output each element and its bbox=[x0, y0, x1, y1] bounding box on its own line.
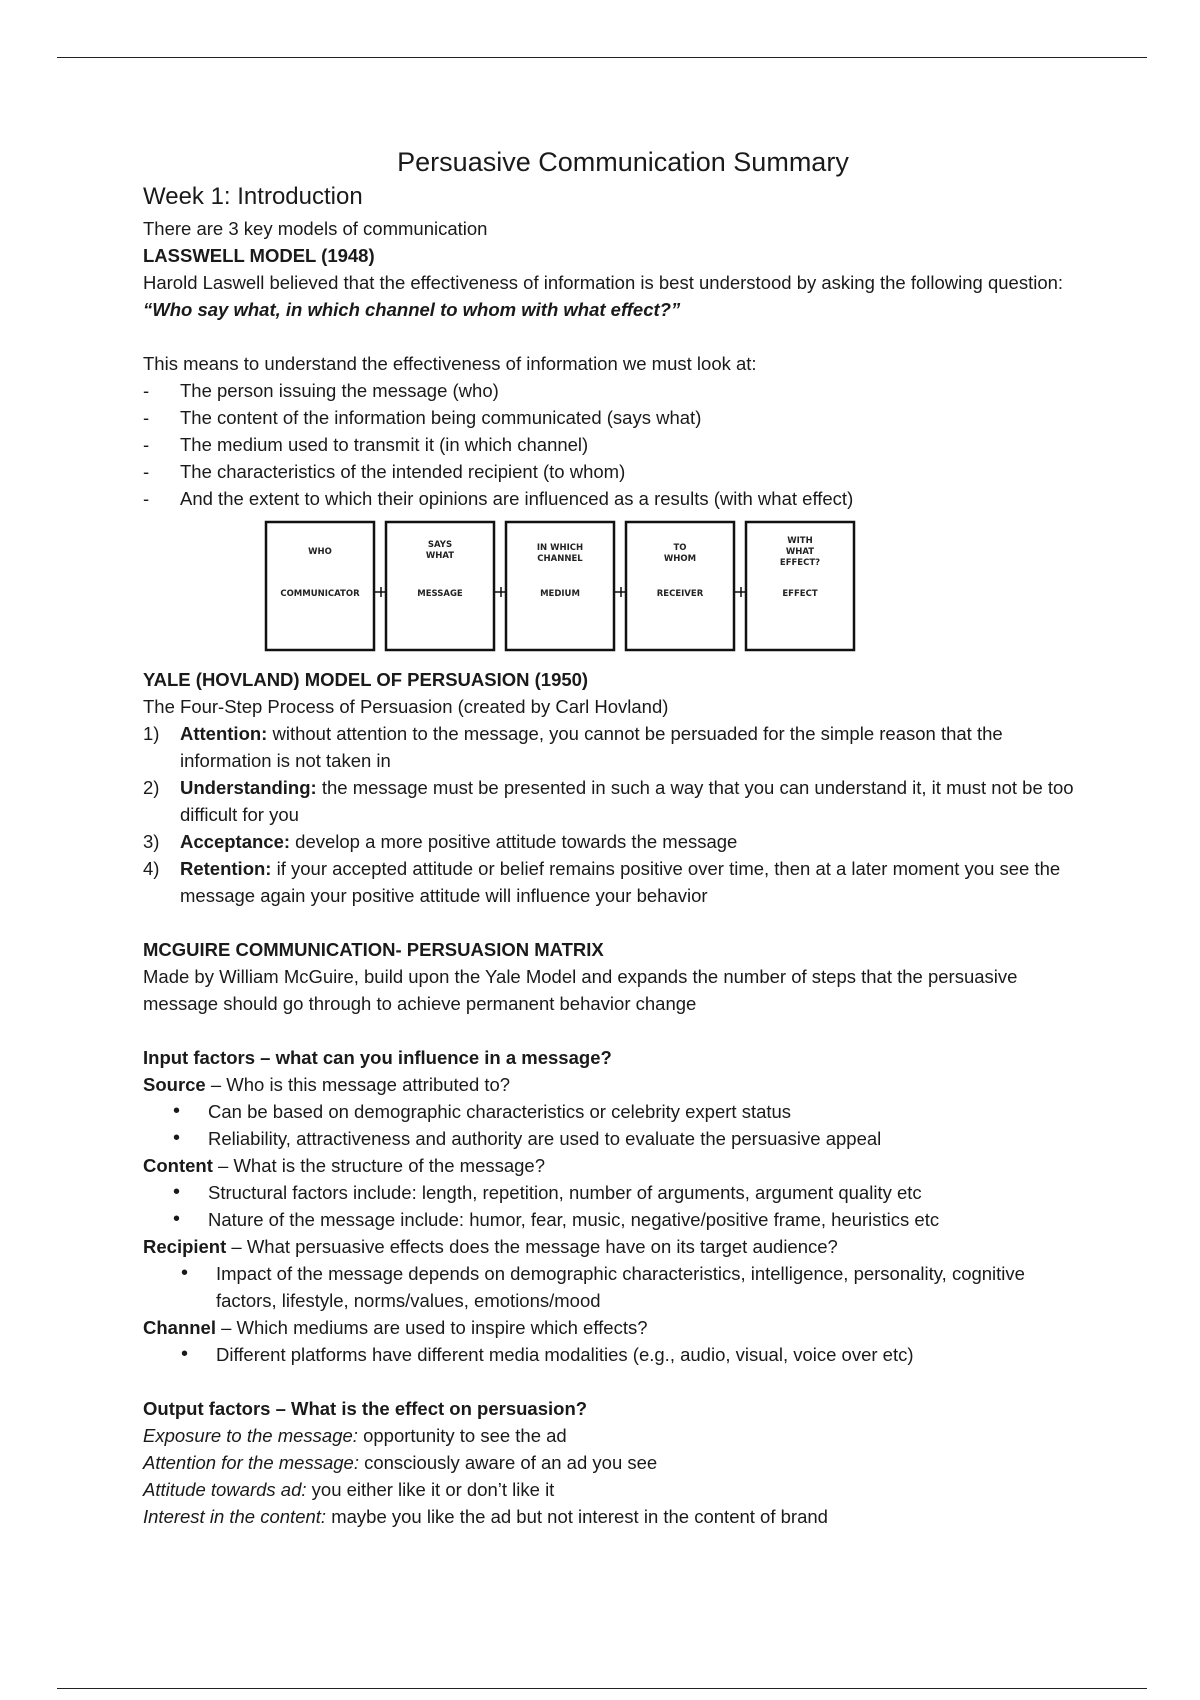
list-item: 4) Retention: if your accepted attitude or belief remains positive over time, then at a later moment you see the message again your positive attitude will influence your behavior bbox=[143, 858, 1061, 906]
source-line: Source – Who is this message attributed to? bbox=[143, 1074, 511, 1095]
output-line: Interest in the content: maybe you like the ad but not interest in the content of brand bbox=[143, 1506, 828, 1527]
list-item: • Structural factors include: length, repetition, number of arguments, argument quality etc bbox=[143, 1179, 1083, 1206]
list-item: 1) Attention: without attention to the message, you cannot be persuaded for the simple reason that the information is not taken in bbox=[143, 723, 1003, 771]
diagram-box-top-1: IN WHICH bbox=[536, 543, 584, 553]
list-item: • Nature of the message include: humor, fear, music, negative/positive frame, heuristics etc bbox=[143, 1206, 1083, 1233]
content-bullets bbox=[143, 1179, 1083, 1233]
diagram-box-bottom: RECEIVER bbox=[656, 589, 704, 599]
yale-lead: The Four-Step Process of Persuasion (created by Carl Hovland) bbox=[143, 696, 669, 717]
diagram-box-bottom: EFFECT bbox=[782, 589, 818, 599]
yale-steps bbox=[143, 720, 1083, 909]
list-item: • Reliability, attractiveness and authority are used to evaluate the persuasive appeal bbox=[143, 1125, 1083, 1152]
lasswell-quote: “Who say what, in which channel to whom with what effect?” bbox=[143, 299, 681, 320]
lasswell-lead: This means to understand the effectiveness of information we must look at: bbox=[143, 353, 757, 374]
list-item: - And the extent to which their opinions are influenced as a results (with what effect) bbox=[143, 485, 1083, 512]
header-rule bbox=[57, 57, 1147, 58]
diagram-box-bottom: MESSAGE bbox=[417, 589, 463, 599]
diagram-box-top-1: SAYS bbox=[427, 540, 453, 550]
list-item: • Can be based on demographic characteristics or celebrity expert status bbox=[143, 1098, 1083, 1125]
diagram-box-bottom: COMMUNICATOR bbox=[280, 589, 360, 599]
lasswell-text bbox=[143, 269, 1083, 323]
diagram-box-to-whom bbox=[626, 522, 734, 650]
document-title: Persuasive Communication Summary bbox=[397, 147, 849, 177]
list-item: • Different platforms have different media modalities (e.g., audio, visual, voice over etc) bbox=[143, 1341, 1083, 1368]
list-item: - The characteristics of the intended recipient (to whom) bbox=[143, 458, 1083, 485]
diagram-box-says-what bbox=[386, 522, 494, 650]
lasswell-heading: LASSWELL MODEL (1948) bbox=[143, 245, 375, 266]
week-heading: Week 1: Introduction bbox=[143, 183, 363, 210]
diagram-box-top-1: WITH bbox=[787, 536, 813, 546]
recipient-line: Recipient – What persuasive effects does the message have on its target audience? bbox=[143, 1236, 838, 1257]
lasswell-diagram-svg bbox=[264, 520, 864, 656]
list-item: - The content of the information being communicated (says what) bbox=[143, 404, 1083, 431]
channel-bullets bbox=[143, 1341, 1083, 1368]
intro-text: There are 3 key models of communication bbox=[143, 218, 488, 239]
diagram-box-top-2: WHAT bbox=[785, 547, 815, 557]
list-item: • Impact of the message depends on demographic characteristics, intelligence, personality, cognitive factors, lifestyle, norms/values, emotions/mood bbox=[143, 1260, 1083, 1314]
source-bullets bbox=[143, 1098, 1083, 1152]
list-item: - The medium used to transmit it (in which channel) bbox=[143, 431, 1083, 458]
channel-line: Channel – Which mediums are used to inspire which effects? bbox=[143, 1317, 648, 1338]
output-line: Exposure to the message: opportunity to see the ad bbox=[143, 1425, 567, 1446]
diagram-box-bottom: MEDIUM bbox=[540, 589, 580, 599]
diagram-box-top-2: WHOM bbox=[663, 554, 697, 564]
content-line: Content – What is the structure of the message? bbox=[143, 1155, 546, 1176]
diagram-box-top-2: CHANNEL bbox=[537, 554, 583, 564]
output-line: Attitude towards ad: you either like it or don’t like it bbox=[143, 1479, 555, 1500]
list-item: 2) Understanding: the message must be presented in such a way that you can understand it, it must not be too difficult for you bbox=[143, 777, 1074, 825]
lasswell-points bbox=[143, 377, 1083, 512]
diagram-box-who bbox=[266, 522, 374, 650]
list-item: 3) Acceptance: develop a more positive attitude towards the message bbox=[143, 831, 738, 852]
input-factors-heading: Input factors – what can you influence in a message? bbox=[143, 1047, 612, 1068]
lasswell-diagram bbox=[143, 514, 1083, 666]
diagram-box-top-3: EFFECT? bbox=[779, 558, 821, 568]
output-line: Attention for the message: consciously aware of an ad you see bbox=[143, 1452, 658, 1473]
diagram-box-with-what-effect bbox=[746, 522, 854, 650]
document-body bbox=[143, 143, 1083, 1530]
mcguire-heading: MCGUIRE COMMUNICATION- PERSUASION MATRIX bbox=[143, 939, 604, 960]
recipient-bullets bbox=[143, 1260, 1083, 1314]
mcguire-text: Made by William McGuire, build upon the Yale Model and expands the number of steps that the persuasive message should go through to achieve permanent behavior change bbox=[143, 966, 1018, 1014]
footer-rule bbox=[57, 1688, 1147, 1689]
diagram-box-top: WHO bbox=[308, 547, 332, 557]
list-item: - The person issuing the message (who) bbox=[143, 377, 1083, 404]
output-factors-heading: Output factors – What is the effect on persuasion? bbox=[143, 1398, 588, 1419]
yale-heading: YALE (HOVLAND) MODEL OF PERSUASION (1950) bbox=[143, 669, 589, 690]
lasswell-text-a: Harold Laswell believed that the effectiveness of information is best understood by asking the following question: bbox=[143, 272, 1064, 293]
diagram-box-top-2: WHAT bbox=[425, 551, 455, 561]
diagram-box-top-1: TO bbox=[673, 543, 687, 553]
diagram-box-in-which-channel bbox=[506, 522, 614, 650]
